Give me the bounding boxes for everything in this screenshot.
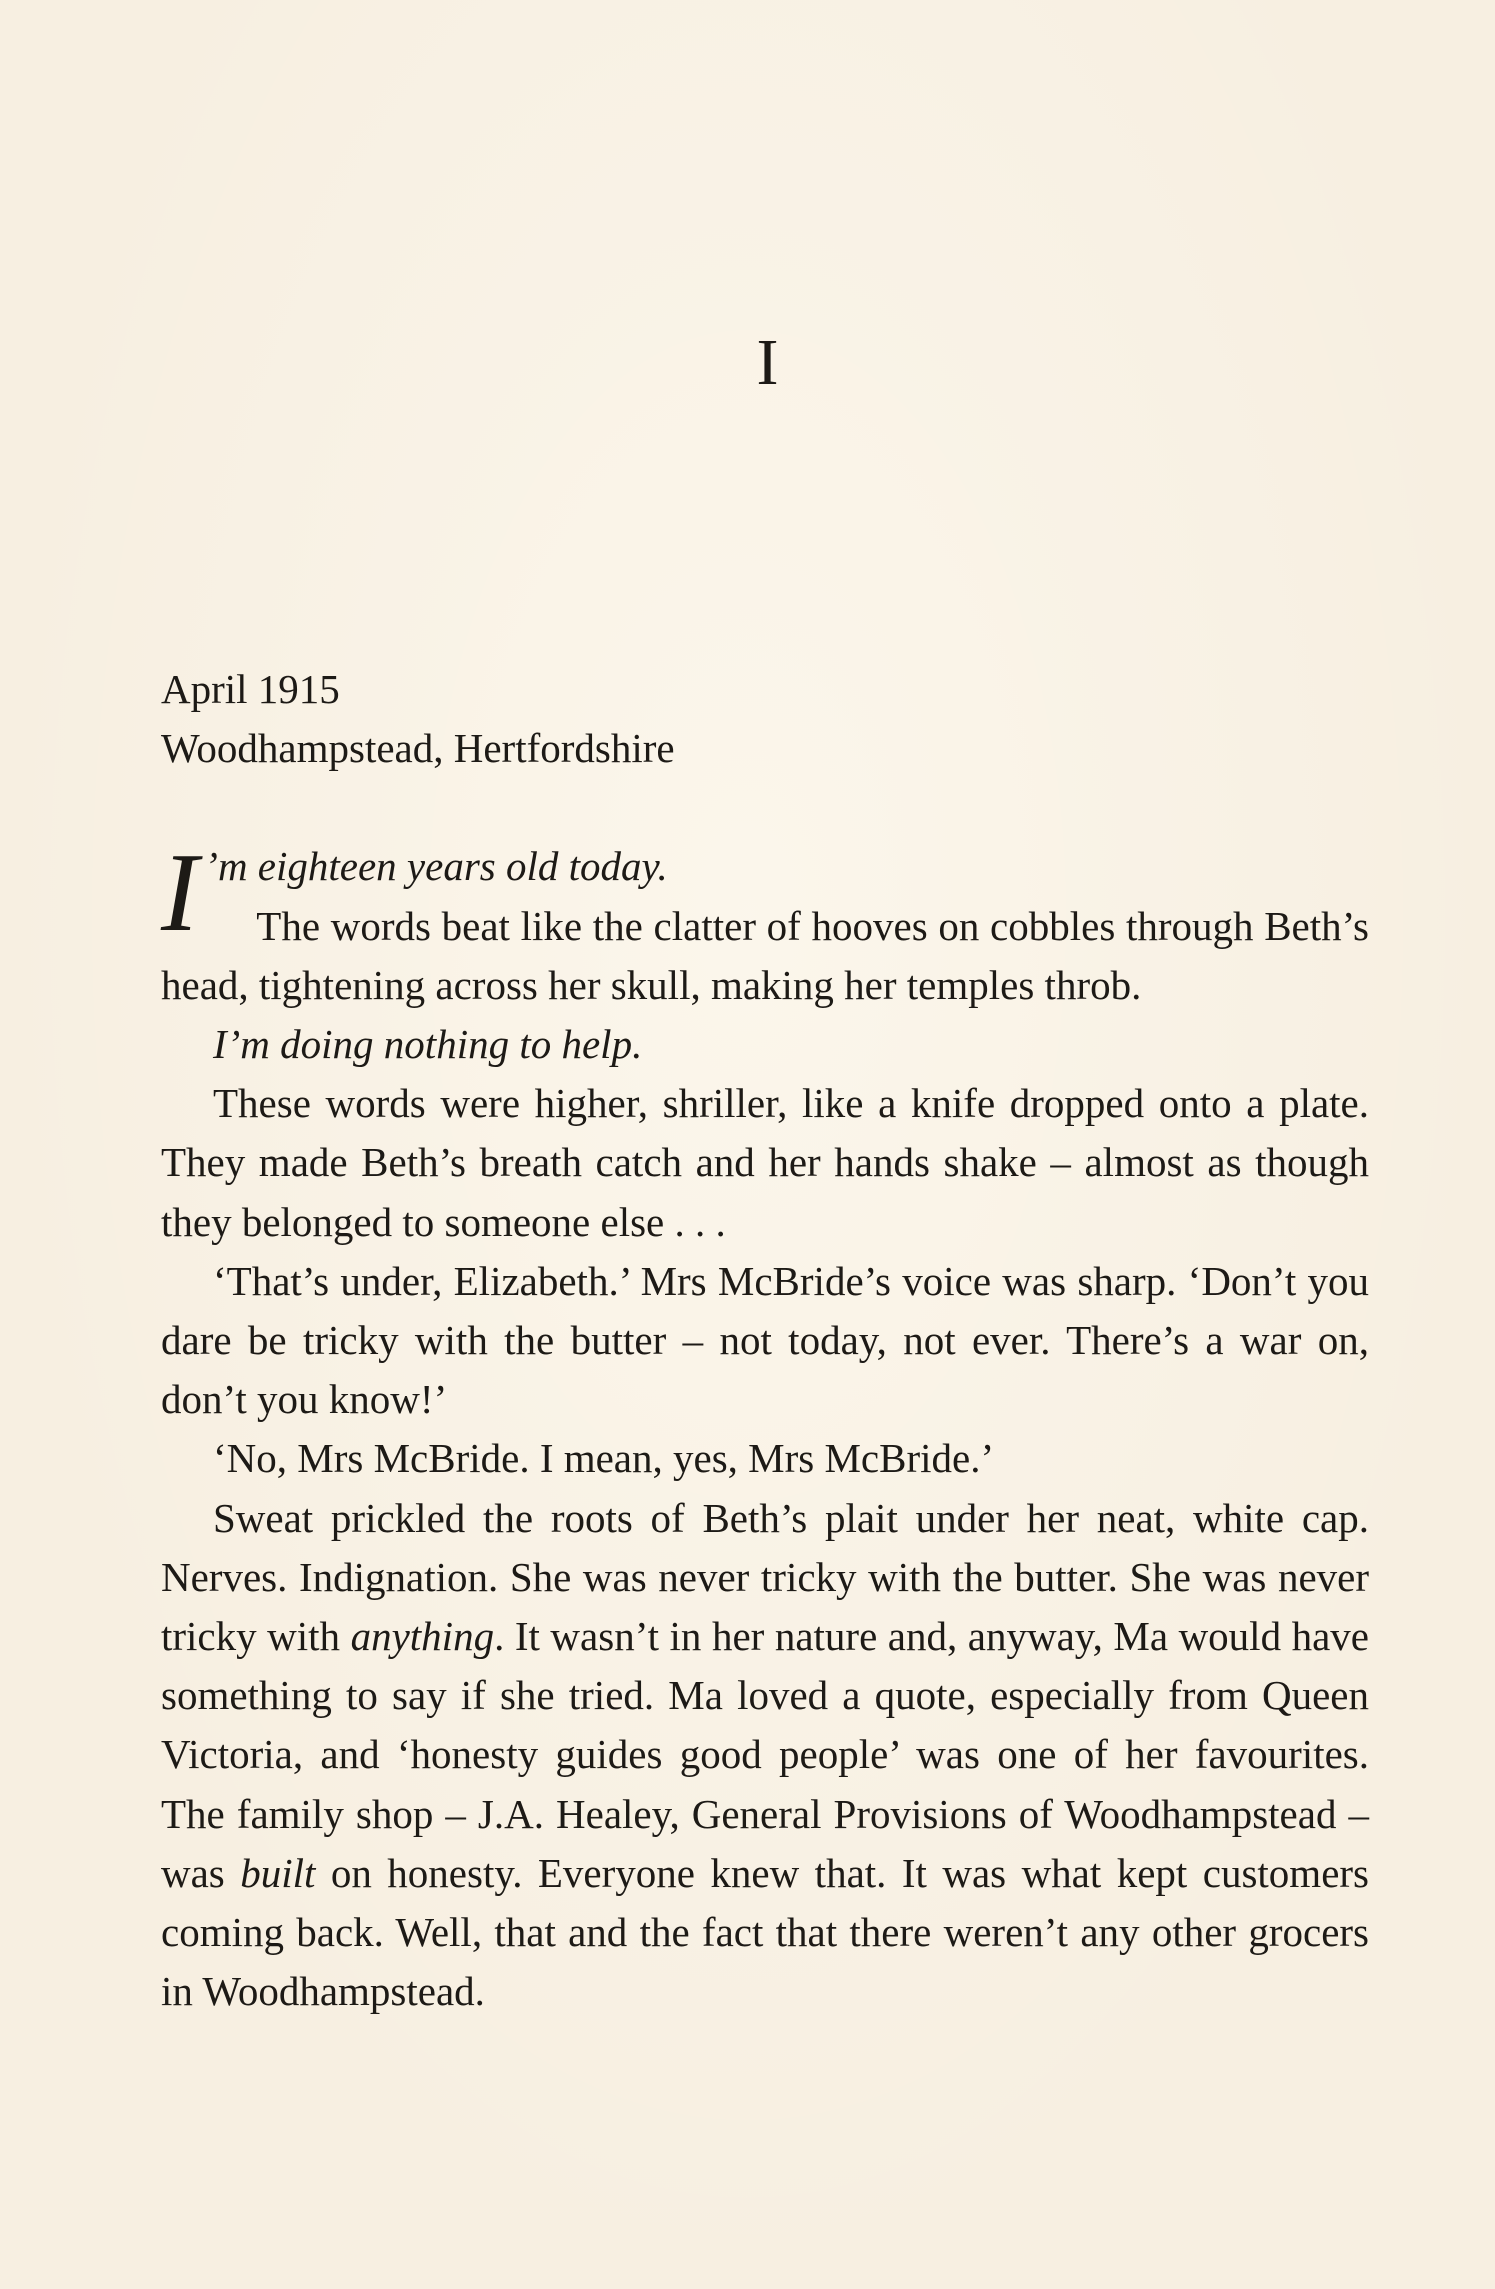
paragraph-6-emphasis-built: built <box>240 1849 316 1896</box>
paragraph-2-thought: I’m doing nothing to help. <box>213 1021 643 1068</box>
body-text <box>161 831 1369 2021</box>
dateline-date: April 1915 <box>161 666 340 712</box>
paragraph-6-text-b: . It wasn’t in her nature and, anyway, Ma would have something to say if she tried. Ma loved a quote, especially from Queen Victoria, and ‘honesty guides good people’ was one of her favourites. The family shop – J.A. Healey, General Provisions of Woodhampstead – was <box>161 1613 1369 1896</box>
paragraph-6 <box>161 1489 1369 2022</box>
paragraph-1-text: The words beat like the clatter of hooves on cobbles through Beth’s head, tightening across her skull, making her temples throb. <box>161 902 1369 1008</box>
paragraph-6-text-a: Sweat prickled the roots of Beth’s plait under her neat, white cap. Nerves. Indignation. She was never tricky with the butter. She was never tricky with <box>161 1494 1369 1660</box>
chapter-text <box>161 660 1369 2021</box>
drop-cap: I <box>161 831 199 956</box>
paragraph-1-thought: ’m eighteen years old today. <box>204 843 668 890</box>
paragraph-6-text-c: on honesty. Everyone knew that. It was what kept customers coming back. Well, that and the fact that there weren’t any other grocers in Woodhampstead. <box>161 1849 1369 2015</box>
dateline-place: Woodhampstead, Hertfordshire <box>161 725 675 772</box>
paragraph-3: These words were higher, shriller, like a knife dropped onto a plate. They made Beth’s breath catch and her hands shake – almost as though they belonged to someone else . . . <box>161 1080 1369 1245</box>
paragraph-4: ‘That’s under, Elizabeth.’ Mrs McBride’s voice was sharp. ‘Don’t you dare be tricky with the butter – not today, not ever. There’s a war on, don’t you know!’ <box>161 1257 1369 1423</box>
paragraph-6-emphasis-anything: anything <box>350 1613 495 1660</box>
paragraph-5: ‘No, Mrs McBride. I mean, yes, Mrs McBride.’ <box>213 1435 995 1482</box>
chapter-number: I <box>756 326 779 399</box>
paragraph-1 <box>161 831 1369 1015</box>
paragraph-2 <box>161 1015 1369 1074</box>
dateline <box>161 660 1369 778</box>
